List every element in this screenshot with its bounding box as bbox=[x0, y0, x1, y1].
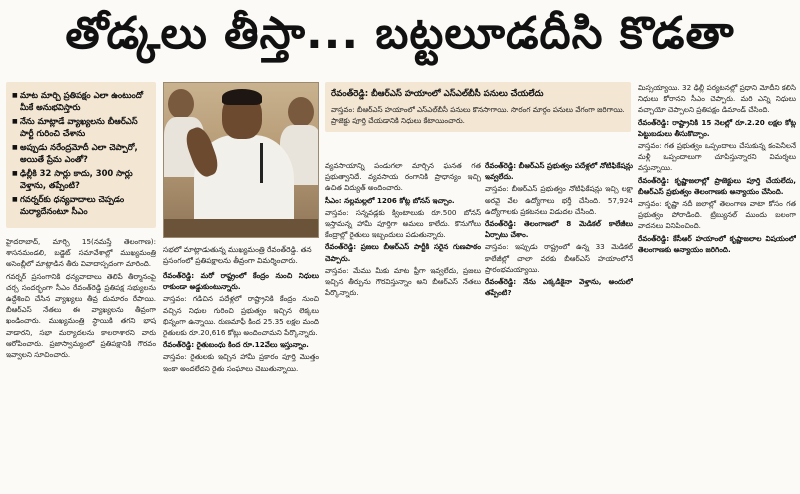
paragraph: వాస్తవం: రైతులకు ఇచ్చిన హామీ ప్రకారం పూర్తి మొత్తం ఇంకా అందలేదని రైతు సంఘాలు చెబుతున్నాయి. bbox=[163, 352, 319, 373]
bullet-icon: ■ bbox=[12, 118, 18, 125]
highlights-box bbox=[6, 82, 156, 228]
highlight-item: ■ ఢిల్లీకి 32 సార్లు కాదు, 300 సార్లు వెళ్తాను, తప్పేంటి? bbox=[12, 168, 133, 190]
bullet-icon: ■ bbox=[12, 170, 18, 177]
paragraph: సీఎం: నల్లమల్లలో 1206 కోట్ల బోనస్ ఇచ్చాం. bbox=[325, 195, 455, 205]
bullet-icon: ■ bbox=[12, 92, 18, 99]
highlight-item: ■ అప్పుడు నరేంద్రమోదీ ఎలా చెప్పారో, అయితే ప్రేమ ఎంతో? bbox=[12, 142, 138, 164]
paragraph: వాస్తవం: బీఆర్‌ఎస్ ప్రభుత్వం నోటిఫికేషన్లు ఇచ్చి లక్షా అరవై వేల ఉద్యోగాలు భర్తీ చేసింది. 57,924 ఉద్యోగాలకు ప్రకటనలు విడుదల చేసింది. bbox=[485, 184, 633, 216]
article-body bbox=[325, 160, 481, 299]
headline: తోడ్కలు తీస్తా... బట్టలూడదీసి కొడతా bbox=[65, 8, 735, 59]
column-5 bbox=[638, 82, 796, 494]
fact-check-box bbox=[325, 82, 631, 132]
paragraph: వాస్తవం: గత ప్రభుత్వం ఒప్పందాలు చేసుకున్న కంపెనీలనే మళ్లీ ఒప్పందాలుగా చూపిస్తున్నారని విమర్శలు వస్తున్నాయి. bbox=[638, 141, 796, 173]
fact-check-body: వాస్తవం: బీఆర్‌ఎస్ హయాంలో ఎస్‌ఎల్‌బీసీ పనులు కొనసాగాయి. సొరంగ మార్గం పనులు వేగంగా జరిగాయి. ప్రాజెక్టు పూర్తి చేయడానికి నిధులు కేటాయించారు. bbox=[331, 105, 625, 125]
paragraph: రేవంత్‌రెడ్డి: బీఆర్‌ఎస్ ప్రభుత్వం పదేళ్లలో నోటిఫికేషన్లు ఇవ్వలేదు. bbox=[485, 161, 633, 182]
fact-check-title: రేవంత్‌రెడ్డి: బీఆర్‌ఎస్ హయాంలో ఎస్‌ఎల్‌బీసీ పనులు చేయలేదు bbox=[331, 89, 544, 99]
paragraph: రేవంత్‌రెడ్డి: తెలంగాణలో 8 మెడికల్ కాలేజీలు ఏర్పాటు చేశాం. bbox=[485, 219, 633, 240]
paragraph: హైదరాబాద్, మార్చి 15(నమస్తే తెలంగాణ): శాసనమండలి, బడ్జెట్ సమావేశాల్లో ముఖ్యమంత్రి అసెంబ్లీలో మాట్లాడిన తీరు వివాదాస్పదంగా మారింది. bbox=[6, 237, 156, 269]
paragraph: మిస్సయ్యాయి. 32 ఢిల్లీ పర్యటనల్లో ప్రధాని మోదీని కలిసి నిధులు కోరానని సీఎం చెప్పారు. మరి ఎన్ని నిధులు వచ్చాయో చెప్పాలని ప్రతిపక్షం డిమాండ్ చేసింది. bbox=[638, 83, 796, 115]
paragraph: వాస్తవం: మేము మీకు మాట ఫ్రీగా ఇవ్వలేదు, ప్రజలు ఇచ్చిన తీర్పును గౌరవిస్తున్నాం అని బీఆర్‌ఎస్ నేతలు పేర్కొన్నారు. bbox=[325, 265, 481, 298]
paragraph: వాస్తవం: కృష్ణా నదీ జలాల్లో తెలంగాణ వాటా కోసం గత ప్రభుత్వం పోరాడింది. ట్రిబ్యునల్ ముందు బలంగా వాదనలు వినిపించింది. bbox=[638, 199, 796, 231]
article-body bbox=[6, 236, 156, 361]
column-1 bbox=[6, 82, 156, 494]
article-body bbox=[638, 82, 796, 256]
background-person bbox=[288, 97, 314, 127]
column-3 bbox=[325, 160, 481, 494]
background-person bbox=[168, 89, 194, 119]
article-body bbox=[485, 160, 633, 299]
paragraph: రేవంత్‌రెడ్డి: కృష్ణాజలాల్లో ప్రాజెక్టులు పూర్తి చేయలేదు, బీఆర్‌ఎస్ ప్రభుత్వం తెలంగాణకు అన్యాయం చేసింది. bbox=[638, 175, 796, 196]
highlight-item: ■ గవర్నర్‌కు ధన్యవాదాలు చెప్పడం మర్యాదేనంటూ సీఎం bbox=[12, 194, 125, 216]
news-photo bbox=[163, 82, 319, 238]
microphone-icon bbox=[260, 143, 263, 183]
paragraph: వాస్తవం: సన్నవడ్లకు క్వింటాలుకు రూ.500 బోనస్ ఇస్తామన్న హామీ పూర్తిగా అమలు కాలేదు. కొనుగోలు కేంద్రాల్లో రైతులు ఇబ్బందులు పడుతున్నారు. bbox=[325, 207, 481, 240]
bullet-icon: ■ bbox=[12, 144, 18, 151]
paragraph: రేవంత్‌రెడ్డి: నేను ఎక్కడికైనా వెళ్తాను, అందులో తప్పేంటి? bbox=[485, 277, 633, 298]
paragraph: రేవంత్‌రెడ్డి: ప్రజలు బీఆర్‌ఎస్ పార్టీకి సరైన గుణపాఠం చెప్పారు. bbox=[325, 242, 481, 263]
paragraph: వ్యవసాయాన్ని పండుగలా మార్చిన ఘనత గత ప్రభుత్వానిదే. వ్యవసాయ రంగానికి ప్రాధాన్యం ఇచ్చి ఉచిత విద్యుత్ అందించారు. bbox=[325, 161, 481, 193]
paragraph: గవర్నర్ ప్రసంగానికి ధన్యవాదాలు తెలిపే తీర్మానంపై చర్చ సందర్భంగా సీఎం రేవంత్‌రెడ్డి ప్రతిపక్ష సభ్యులను ఉద్దేశించి చేసిన వ్యాఖ్యలు తీవ్ర దుమారం రేపాయి. బీఆర్‌ఎస్ నేతలు ఈ వ్యాఖ్యలను తీవ్రంగా ఖండించారు. ముఖ్యమంత్రి స్థాయికి తగని భాష వాడారని, సభా మర్యాదలను కాలరాశారని వారు ఆరోపించారు. ప్రజాస్వామ్యంలో ప్రతిపక్షానికి గౌరవం ఇవ్వాలని సూచించారు. bbox=[6, 271, 156, 360]
paragraph: రేవంత్‌రెడ్డి: మరో రాష్ట్రంలో కేంద్రం నుంచి నిధులు రాకుండా అడ్డుకుంటున్నారు. bbox=[163, 271, 319, 292]
highlight-item: ■ మాట మార్చి ప్రతిపక్షం ఎలా ఉంటుందో మీకే అనుభవిస్తారు bbox=[12, 90, 144, 112]
photo-caption: సభలో మాట్లాడుతున్న ముఖ్యమంత్రి రేవంత్‌రెడ్డి. తన ప్రసంగంలో ప్రతిపక్షాలను తీవ్రంగా విమర్శించారు. bbox=[163, 245, 312, 265]
highlight-item: ■ నేను మాట్లాడే వ్యాఖ్యలను బీఆర్‌ఎస్ పార్టీ గురించి చేశాను bbox=[12, 116, 138, 138]
desk bbox=[164, 219, 319, 237]
bullet-icon: ■ bbox=[12, 196, 18, 203]
column-2 bbox=[163, 82, 319, 494]
article-body bbox=[163, 270, 319, 375]
column-4 bbox=[485, 160, 633, 494]
paragraph: వాస్తవం: ఇప్పుడు రాష్ట్రంలో ఉన్న 33 మెడికల్ కాలేజీల్లో చాలా వరకు బీఆర్‌ఎస్ హయాంలోనే ప్రారంభమయ్యాయి. bbox=[485, 242, 633, 274]
speaker-hair bbox=[222, 89, 262, 105]
paragraph: వాస్తవం: గడిచిన పదేళ్లలో రాష్ట్రానికి కేంద్రం నుంచి వచ్చిన నిధుల గురించి ప్రభుత్వం ఇచ్చిన లెక్కలు భిన్నంగా ఉన్నాయి. రుణమాఫీ కింద 25.35 లక్షల మంది రైతులకు రూ.20,616 కోట్లు అందించామని పేర్కొన్నారు. bbox=[163, 294, 319, 338]
paragraph: రేవంత్‌రెడ్డి: కేసీఆర్ హయాంలో కృష్ణాజలాల విషయంలో తెలంగాణకు అన్యాయం జరిగింది. bbox=[638, 233, 796, 254]
paragraph: రేవంత్‌రెడ్డి: రాష్ట్రానికి 15 నెలల్లో రూ.2.20 లక్షల కోట్ల పెట్టుబడులు తీసుకొచ్చాం. bbox=[638, 117, 796, 138]
paragraph: రేవంత్‌రెడ్డి: రైతుబంధు కింద రూ.12వేలు ఇస్తున్నాం. bbox=[163, 340, 309, 350]
